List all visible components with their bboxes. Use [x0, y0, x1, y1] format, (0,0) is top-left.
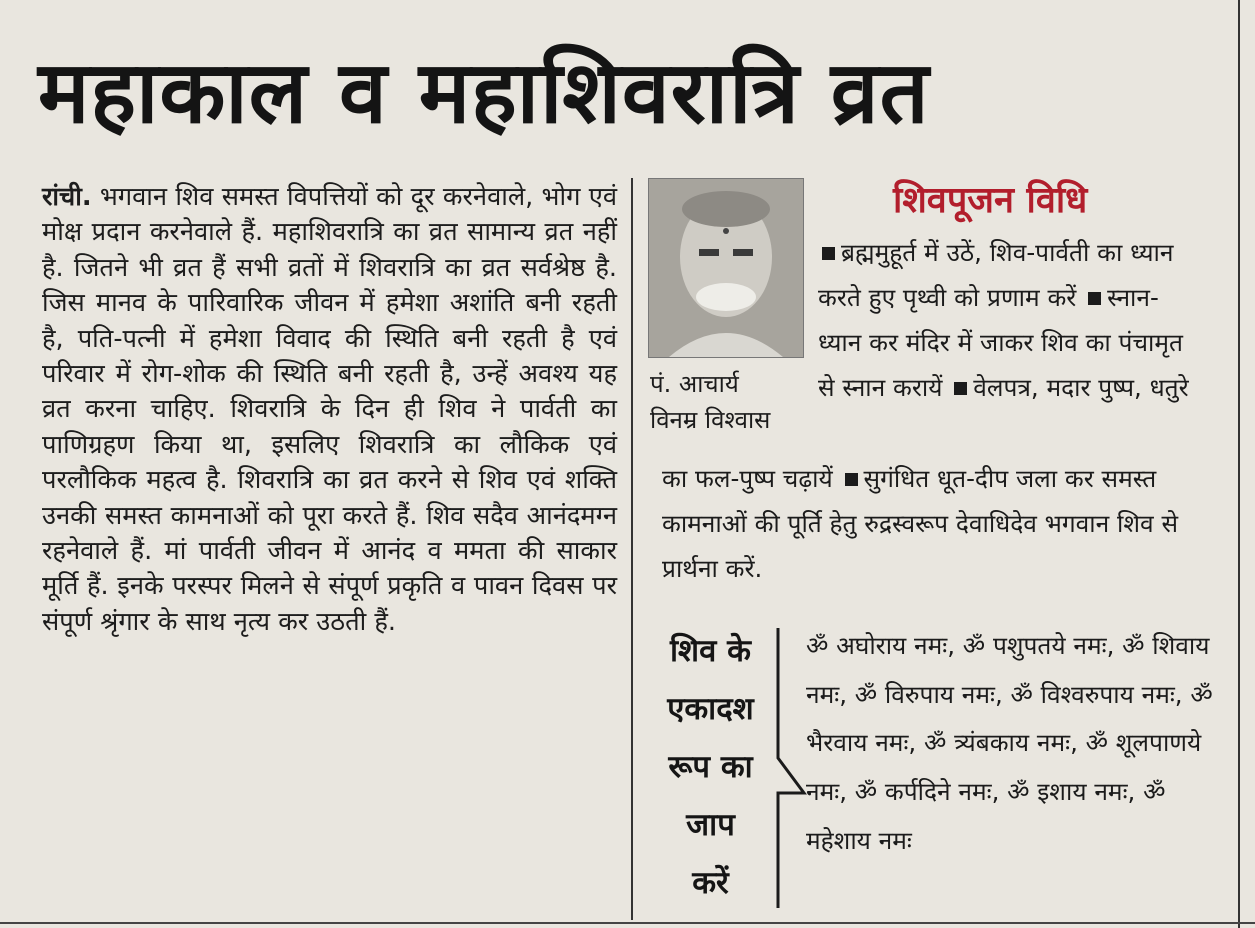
- step-3: वेलपत्र, मदार पुष्प, धतुरे: [973, 373, 1189, 402]
- square-bullet-icon: [822, 247, 835, 260]
- page-border-right: [1238, 0, 1240, 928]
- mantra-box-label: शिव के एकादश रूप का जाप करें: [667, 633, 754, 901]
- mantra-list: ॐ अघोराय नमः, ॐ पशुपतये नमः, ॐ शिवाय नमः, ॐ विरुपाय नमः, ॐ विश्वरुपाय नमः, ॐ भैरवाय नमः, ॐ त्र्यंबकाय नमः, ॐ शूलपाणये नमः, ॐ कर्पदिने नमः, ॐ इशाय नमः, ॐ महेशाय नमः: [806, 631, 1213, 855]
- step-2: स्नान-ध्यान कर मंदिर में जाकर शिव का पंचामृत से स्नान करायें: [818, 283, 1183, 402]
- page-border-bottom: [0, 922, 1255, 924]
- shivpujan-title: शिवपूजन विधि: [893, 180, 1088, 221]
- shivpujan-steps-bottom: [662, 456, 1192, 591]
- headline: महाकाल व महाशिवरात्रि व्रत: [38, 43, 930, 143]
- square-bullet-icon: [845, 473, 858, 486]
- square-bullet-icon: [954, 382, 967, 395]
- square-bullet-icon: [1088, 292, 1101, 305]
- author-portrait-photo: [648, 178, 804, 358]
- author-caption: पं. आचार्य विनम्र विश्वास: [650, 370, 771, 434]
- step-3-cont: का फल-पुष्प चढ़ायें: [662, 464, 833, 493]
- bracket-connector-icon: [770, 628, 810, 908]
- step-1: ब्रह्ममुहूर्त में उठें, शिव-पार्वती का ध्यान करते हुए पृथ्वी को प्रणाम करें: [818, 238, 1174, 312]
- article-text: भगवान शिव समस्त विपत्तियों को दूर करनेवाले, भोग एवं मोक्ष प्रदान करनेवाले हैं. महाशिवरात्रि का व्रत सामान्य व्रत नहीं है. जितने भी व्रत हैं सभी व्रतों में शिवरात्रि का व्रत सर्वश्रेष्ठ है. जिस मानव के पारिवारिक जीवन में हमेशा अशांति बनी रहती है, पति-पत्नी में हमेशा विवाद की स्थिति बनी रहती है एवं परिवार में रोग-शोक की स्थिति बनी रहती है, उन्हें अवश्य यह व्रत करना चाहिए. शिवरात्रि के दिन ही शिव ने पार्वती का पाणिग्रहण किया था, इसलिए शिवरात्रि का लौकिक एवं परलौकिक महत्व है. शिवरात्रि का व्रत करने से शिव एवं शक्ति उनकी समस्त कामनाओं को पूरा करते हैं. शिव सदैव आनंदमग्न रहनेवाले हैं. मां पार्वती जीवन में आनंद व ममता की साकार मूर्ति हैं. इनके परस्पर मिलने से संपूर्ण प्रकृति व पावन दिवस पर संपूर्ण श्रृंगार के साथ नृत्य कर उठती हैं.: [42, 182, 617, 637]
- article-body: [42, 180, 617, 640]
- shivpujan-steps-top: [818, 230, 1198, 410]
- step-4: सुगंधित धूत-दीप जला कर समस्त कामनाओं की पूर्ति हेतु रुद्रस्वरूप देवाधिदेव भगवान शिव से प्रार्थना करें.: [662, 464, 1179, 583]
- portrait-icon: [649, 179, 803, 357]
- dateline: रांची.: [42, 182, 92, 212]
- column-divider: [631, 178, 633, 920]
